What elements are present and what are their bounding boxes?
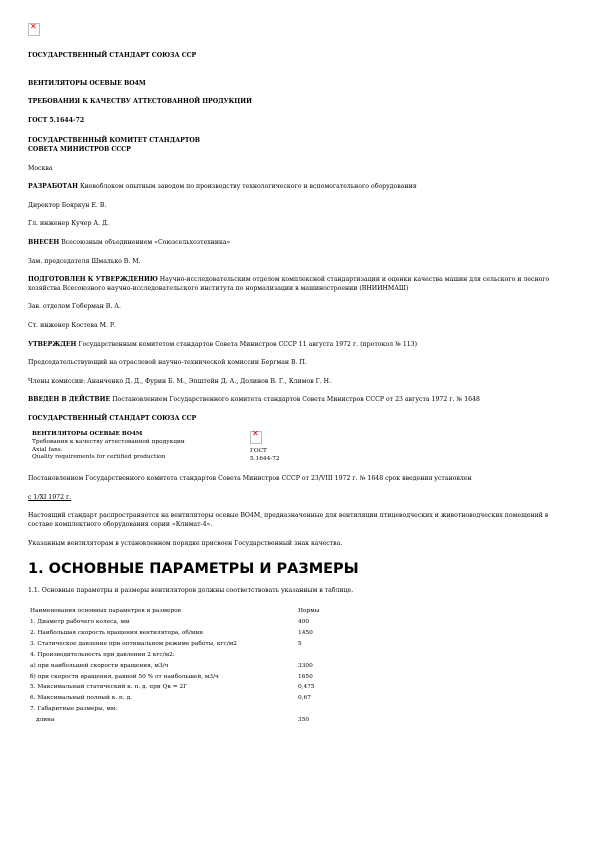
table-cell-value: 400 — [298, 619, 310, 626]
table-cell-name: 7. Габаритные размеры, мм: — [30, 706, 118, 713]
quality-mark: Указанным вентиляторам в установленном порядке присвоен Государственный знак качества. — [28, 539, 343, 547]
title-block-line-2: Требования к качеству аттестованной продукции — [32, 439, 185, 446]
prepared-text: Научно-исследовательским отделом комплексной стандартизации и оценки качества машин для сельского и лесного хозяйства Всесоюзного научно-исследовательского института по нормализации в машиностроении (ВНИИНМАШ) — [28, 276, 550, 292]
approved-paragraph — [28, 341, 573, 350]
broken-image-icon — [28, 23, 40, 36]
effective-lead: ВВЕДЕН В ДЕЙСТВИЕ — [28, 396, 111, 404]
table-row — [30, 693, 319, 704]
effective-text: Постановлением Государственного комитета стандартов Совета Министров СССР от 23 августа 1972 г. № 1648 — [110, 396, 480, 404]
table-cell-name: б) при скорости вращения, равной 50 % от наибольшей, м3/ч — [30, 673, 219, 680]
table-cell-name: 5. Максимальный статический к. п. д. при Qк = 2Г — [30, 684, 188, 691]
table-row — [30, 671, 319, 682]
document-page — [28, 18, 573, 726]
table-cell-name: а) при наибольшей скорости вращения, м3/ч — [30, 662, 169, 669]
table-cell-name: 3. Статическое давление при оптимальном режиме работы, кгс/м2 — [30, 640, 237, 647]
table-cell-name: 4. Производительность при давлении 2 кгс/м2: — [30, 651, 175, 658]
table-cell-value: 5 — [298, 640, 302, 647]
table-cell-name: 2. Наибольшая скорость вращения вентилятора, об/мин — [30, 630, 204, 637]
table-cell-name: 6. Максимальный полный к. п. д. — [30, 695, 132, 702]
section-title: 1. ОСНОВНЫЕ ПАРАМЕТРЫ И РАЗМЕРЫ — [28, 561, 359, 578]
introduced-lead: ВНЕСЕН — [28, 238, 60, 246]
director: Директор Бояркун Е. В. — [28, 201, 107, 209]
table-cell-value: 0,67 — [298, 695, 311, 702]
senior-engineer: Ст. инженер Костева М. Р. — [28, 321, 117, 329]
standard-title: ГОСУДАРСТВЕННЫЙ СТАНДАРТ СОЮЗА ССР — [28, 414, 197, 422]
table-header-value: Нормы — [298, 608, 320, 615]
table-cell-value: 1650 — [298, 673, 313, 680]
table-cell-value: 1450 — [298, 630, 313, 637]
table-cell-value — [298, 649, 319, 660]
table-cell-name: длина — [36, 717, 55, 724]
header-line-3: ТРЕБОВАНИЯ К КАЧЕСТВУ АТТЕСТОВАННОЙ ПРОДУКЦИИ — [28, 98, 252, 106]
table-row — [30, 682, 319, 693]
developed-text: Киевоблоком опытным заводом по производству технологического и вспомогательного оборудования — [78, 183, 417, 191]
title-block-line-4: Quality requirements for certified production — [32, 454, 166, 461]
committee-line-1: ГОСУДАРСТВЕННЫЙ КОМИТЕТ СТАНДАРТОВ — [28, 137, 201, 145]
title-block-line-1: ВЕНТИЛЯТОРЫ ОСЕВЫЕ ВО4М — [32, 431, 143, 438]
prepared-lead: ПОДГОТОВЛЕН К УТВЕРЖДЕНИЮ — [28, 276, 158, 284]
table-cell-name: 1. Диаметр рабочего колеса, мм — [30, 619, 130, 626]
table-row — [30, 628, 319, 639]
table-row — [30, 704, 319, 715]
committee-block — [28, 137, 573, 154]
parameters-table — [30, 606, 319, 726]
header-line-4: ГОСТ 5.1644-72 — [28, 116, 85, 124]
top-image-placeholder — [28, 21, 573, 32]
table-row — [30, 715, 319, 726]
header-line-1: ГОСУДАРСТВЕННЫЙ СТАНДАРТ СОЮЗА ССР — [28, 52, 197, 59]
table-cell-value — [298, 704, 319, 715]
table-header-name: Наименования основных параметров и размеров — [30, 608, 181, 615]
title-block — [32, 431, 280, 463]
city: Москва — [28, 164, 53, 172]
broken-image-icon — [250, 431, 262, 444]
title-block-right — [250, 431, 280, 463]
introduced-paragraph — [28, 239, 573, 248]
header-line-2: ВЕНТИЛЯТОРЫ ОСЕВЫЕ ВО4М — [28, 79, 146, 87]
effective-date: с 1/XI 1972 г. — [28, 493, 72, 501]
table-cell-value: 0,475 — [298, 684, 315, 691]
introduced-text: Всесоюзным объединением «Союзсельхозтехника» — [59, 238, 231, 246]
title-block-line-3: Axial fans. — [32, 446, 63, 453]
commission-members: Члены комиссии: Ананченко Д. Д., Фурин Б. М., Эпштейн Д. А., Долинов В. Г., Климов Г. Н. — [28, 377, 332, 385]
approved-text: Государственным комитетом стандартов Совета Министров СССР 11 августа 1972 г. (протокол № 113) — [76, 340, 418, 348]
effective-paragraph — [28, 396, 573, 405]
approved-lead: УТВЕРЖДЕН — [28, 340, 77, 348]
clause-1-1: 1.1. Основные параметры и размеры вентиляторов должны соответствовать указанным в таблице. — [28, 587, 354, 595]
table-header-row — [30, 606, 319, 617]
table-cell-value: 350 — [298, 717, 310, 724]
table-row — [30, 649, 319, 660]
committee-line-2: СОВЕТА МИНИСТРОВ СССР — [28, 145, 131, 153]
developed-lead: РАЗРАБОТАН — [28, 183, 79, 191]
commission-chair: Председательствующий на отраслевой научно-технической комиссии Бергман В. П. — [28, 359, 307, 367]
deputy-chairman: Зам. председателя Шмалько В. М. — [28, 257, 141, 265]
title-block-left — [32, 431, 250, 463]
dept-head: Зав. отделом Гоберман В. А. — [28, 303, 121, 311]
gost-label: ГОСТ — [250, 448, 267, 455]
developed-paragraph — [28, 183, 573, 192]
table-cell-value: 3300 — [298, 662, 313, 669]
gost-number: 5.1644-72 — [250, 455, 280, 462]
prepared-paragraph — [28, 276, 573, 293]
chief-engineer: Гл. инженер Кучер А. Д. — [28, 220, 110, 228]
table-row — [30, 638, 319, 649]
table-row — [30, 617, 319, 628]
table-row — [30, 660, 319, 671]
decree: Постановлением Государственного комитета стандартов Совета Министров СССР от 23/VIII 1972 г. № 1648 срок введения установлен — [28, 475, 472, 483]
scope: Настоящий стандарт распространяется на вентиляторы осевые ВО4М, предназначенные для вентиляции птицеводческих и животноводческих помещений в составе комплектного оборудования серии «Климат-4». — [28, 512, 549, 529]
